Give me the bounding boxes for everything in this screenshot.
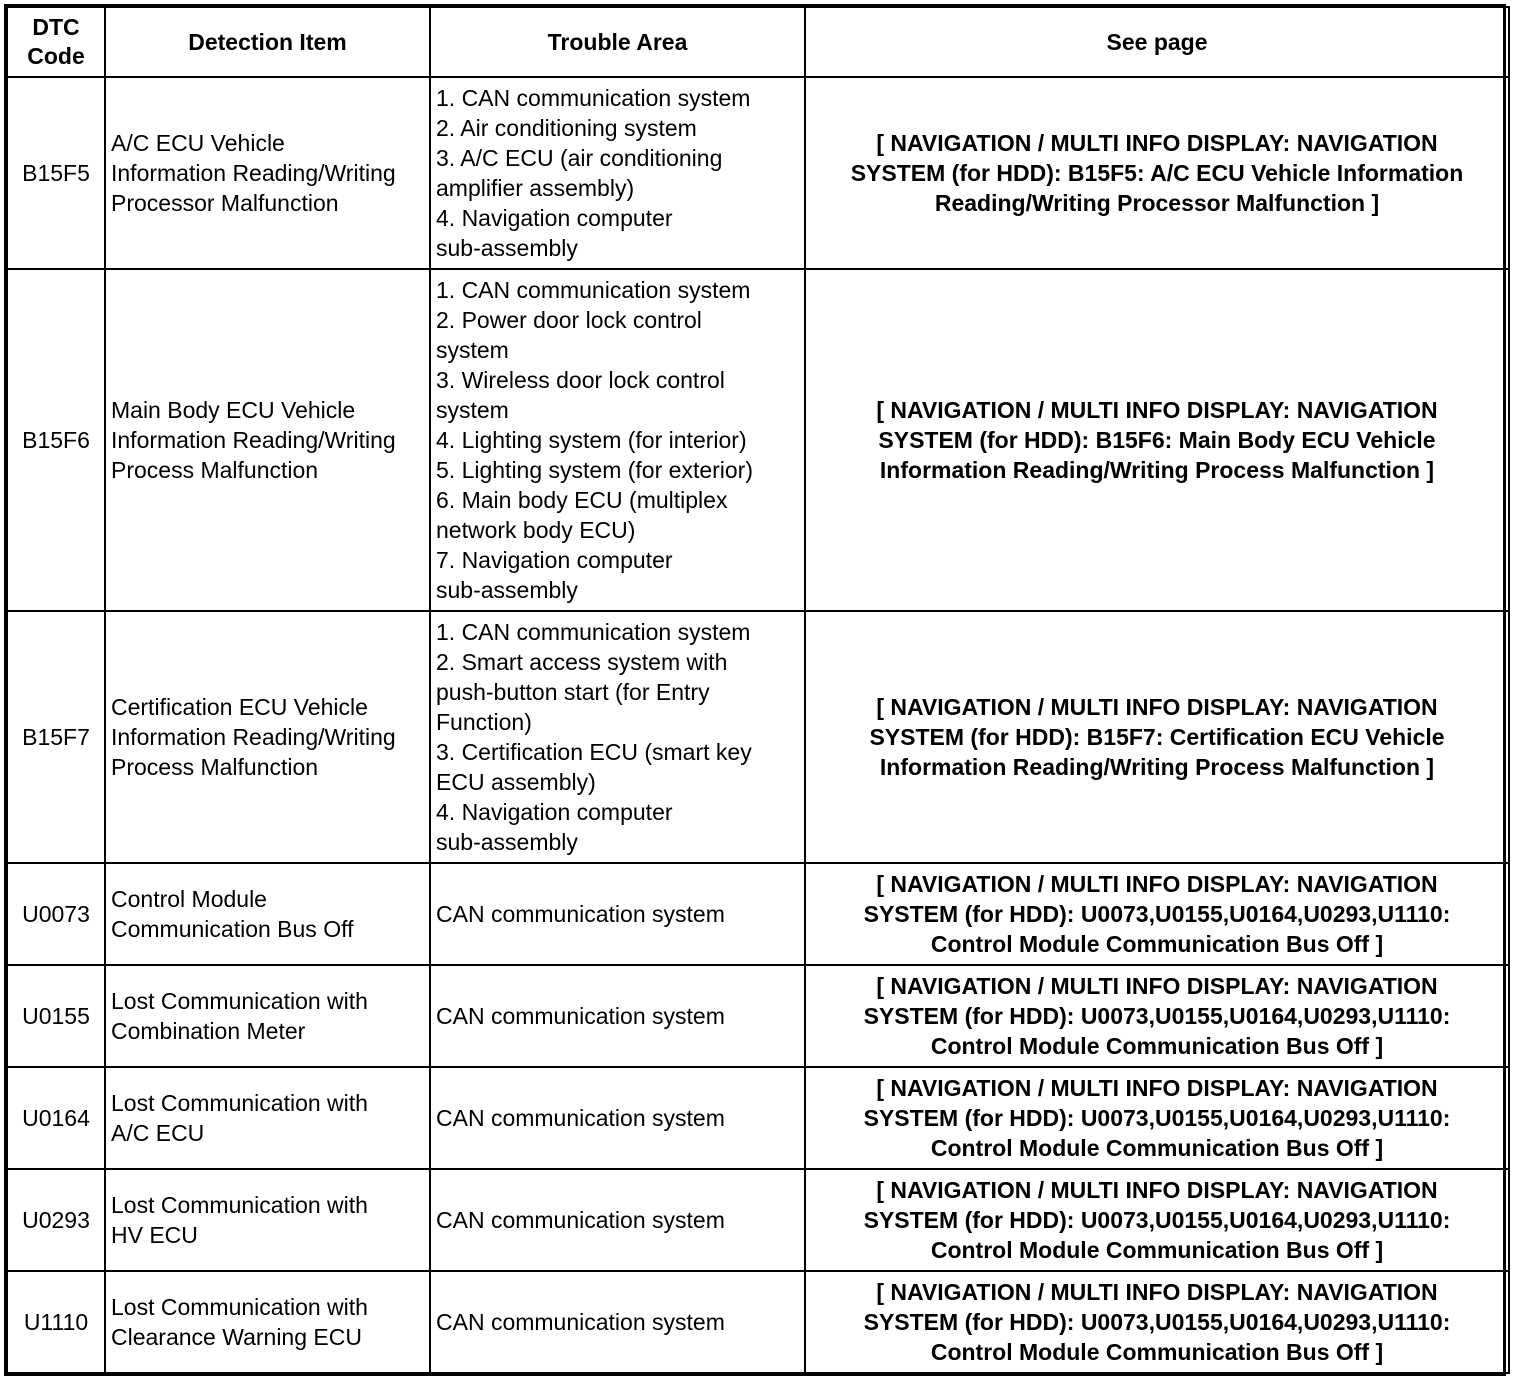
table-row bbox=[7, 269, 1509, 611]
dtc-code-cell: B15F5 bbox=[7, 77, 105, 269]
see-page-line: [ NAVIGATION / MULTI INFO DISPLAY: NAVIGATION bbox=[876, 1177, 1438, 1203]
see-page-line: Control Module Communication Bus Off ] bbox=[930, 1339, 1384, 1365]
trouble-area-line: CAN communication system bbox=[436, 1309, 725, 1335]
see-page-line: SYSTEM (for HDD): U0073,U0155,U0164,U0293,U1110: bbox=[863, 901, 1451, 927]
see-page-cell bbox=[805, 611, 1509, 863]
dtc-code-cell: U1110 bbox=[7, 1271, 105, 1373]
trouble-area-cell bbox=[430, 1169, 805, 1271]
trouble-area-line: sub-assembly bbox=[436, 235, 578, 261]
trouble-area-cell bbox=[430, 863, 805, 965]
trouble-area-line: 3. A/C ECU (air conditioning bbox=[436, 145, 723, 171]
detection-item-line: Lost Communication with bbox=[111, 1192, 368, 1218]
detection-item-line: A/C ECU bbox=[111, 1120, 205, 1146]
detection-item-line: Control Module bbox=[111, 886, 267, 912]
see-page-line: [ NAVIGATION / MULTI INFO DISPLAY: NAVIGATION bbox=[876, 694, 1438, 720]
trouble-area-line: amplifier assembly) bbox=[436, 175, 635, 201]
trouble-area-line: Function) bbox=[436, 709, 532, 735]
see-page-cell bbox=[805, 1067, 1509, 1169]
table-row bbox=[7, 1271, 1509, 1373]
detection-item-line: Information Reading/Writing bbox=[111, 160, 396, 186]
see-page-line: SYSTEM (for HDD): B15F6: Main Body ECU Vehicle bbox=[878, 427, 1436, 453]
table-row bbox=[7, 863, 1509, 965]
see-page-line: [ NAVIGATION / MULTI INFO DISPLAY: NAVIGATION bbox=[876, 397, 1438, 423]
see-page-cell bbox=[805, 77, 1509, 269]
table-row bbox=[7, 965, 1509, 1067]
trouble-area-line: 3. Wireless door lock control bbox=[436, 367, 725, 393]
see-page-line: [ NAVIGATION / MULTI INFO DISPLAY: NAVIGATION bbox=[876, 1075, 1438, 1101]
header-see-page: See page bbox=[805, 7, 1509, 77]
see-page-line: Information Reading/Writing Process Malfunction ] bbox=[879, 457, 1435, 483]
see-page-line: [ NAVIGATION / MULTI INFO DISPLAY: NAVIGATION bbox=[876, 130, 1438, 156]
see-page-line: [ NAVIGATION / MULTI INFO DISPLAY: NAVIGATION bbox=[876, 973, 1438, 999]
table-row bbox=[7, 611, 1509, 863]
trouble-area-line: 1. CAN communication system bbox=[436, 277, 751, 303]
trouble-area-line: 2. Power door lock control bbox=[436, 307, 702, 333]
trouble-area-line: system bbox=[436, 397, 509, 423]
trouble-area-cell bbox=[430, 1271, 805, 1373]
detection-item-line: Communication Bus Off bbox=[111, 916, 354, 942]
trouble-area-line: sub-assembly bbox=[436, 829, 578, 855]
detection-item-line: Information Reading/Writing bbox=[111, 427, 396, 453]
trouble-area-line: 2. Air conditioning system bbox=[436, 115, 697, 141]
detection-item-cell bbox=[105, 1067, 430, 1169]
see-page-line: Control Module Communication Bus Off ] bbox=[930, 1033, 1384, 1059]
trouble-area-line: CAN communication system bbox=[436, 1105, 725, 1131]
see-page-line: Control Module Communication Bus Off ] bbox=[930, 931, 1384, 957]
detection-item-line: Process Malfunction bbox=[111, 754, 319, 780]
see-page-line: [ NAVIGATION / MULTI INFO DISPLAY: NAVIGATION bbox=[876, 1279, 1438, 1305]
trouble-area-line: 4. Lighting system (for interior) bbox=[436, 427, 747, 453]
dtc-code-cell: U0155 bbox=[7, 965, 105, 1067]
trouble-area-cell bbox=[430, 1067, 805, 1169]
dtc-code-cell: U0293 bbox=[7, 1169, 105, 1271]
detection-item-line: Clearance Warning ECU bbox=[111, 1324, 362, 1350]
detection-item-line: HV ECU bbox=[111, 1222, 198, 1248]
trouble-area-line: push-button start (for Entry bbox=[436, 679, 710, 705]
header-detection-item: Detection Item bbox=[105, 7, 430, 77]
see-page-line: SYSTEM (for HDD): U0073,U0155,U0164,U0293,U1110: bbox=[863, 1207, 1451, 1233]
dtc-code-cell: U0073 bbox=[7, 863, 105, 965]
see-page-line: [ NAVIGATION / MULTI INFO DISPLAY: NAVIGATION bbox=[876, 871, 1438, 897]
table-row bbox=[7, 1169, 1509, 1271]
trouble-area-cell bbox=[430, 77, 805, 269]
trouble-area-line: 5. Lighting system (for exterior) bbox=[436, 457, 754, 483]
trouble-area-line: sub-assembly bbox=[436, 577, 578, 603]
dtc-code-cell: U0164 bbox=[7, 1067, 105, 1169]
detection-item-line: A/C ECU Vehicle bbox=[111, 130, 285, 156]
see-page-cell bbox=[805, 269, 1509, 611]
trouble-area-cell bbox=[430, 269, 805, 611]
dtc-table bbox=[6, 6, 1510, 1374]
see-page-cell bbox=[805, 965, 1509, 1067]
detection-item-line: Certification ECU Vehicle bbox=[111, 694, 368, 720]
dtc-code-cell: B15F6 bbox=[7, 269, 105, 611]
see-page-line: SYSTEM (for HDD): U0073,U0155,U0164,U0293,U1110: bbox=[863, 1003, 1451, 1029]
table-body bbox=[7, 77, 1509, 1373]
trouble-area-line: 7. Navigation computer bbox=[436, 547, 673, 573]
header-dtc-code bbox=[7, 7, 105, 77]
table-row bbox=[7, 1067, 1509, 1169]
see-page-cell bbox=[805, 863, 1509, 965]
see-page-line: Control Module Communication Bus Off ] bbox=[930, 1135, 1384, 1161]
trouble-area-line: network body ECU) bbox=[436, 517, 636, 543]
see-page-line: SYSTEM (for HDD): B15F5: A/C ECU Vehicle Information bbox=[850, 160, 1464, 186]
trouble-area-line: 3. Certification ECU (smart key bbox=[436, 739, 752, 765]
trouble-area-line: 1. CAN communication system bbox=[436, 619, 751, 645]
trouble-area-cell bbox=[430, 611, 805, 863]
trouble-area-line: 2. Smart access system with bbox=[436, 649, 728, 675]
header-dtc-code-line1: DTC bbox=[32, 14, 80, 40]
trouble-area-line: CAN communication system bbox=[436, 1207, 725, 1233]
see-page-line: SYSTEM (for HDD): U0073,U0155,U0164,U0293,U1110: bbox=[863, 1105, 1451, 1131]
table-row bbox=[7, 77, 1509, 269]
see-page-line: Control Module Communication Bus Off ] bbox=[930, 1237, 1384, 1263]
see-page-cell bbox=[805, 1169, 1509, 1271]
detection-item-cell bbox=[105, 1271, 430, 1373]
trouble-area-line: 6. Main body ECU (multiplex bbox=[436, 487, 728, 513]
trouble-area-line: 1. CAN communication system bbox=[436, 85, 751, 111]
detection-item-line: Processor Malfunction bbox=[111, 190, 339, 216]
detection-item-cell bbox=[105, 611, 430, 863]
trouble-area-line: 4. Navigation computer bbox=[436, 205, 673, 231]
trouble-area-cell bbox=[430, 965, 805, 1067]
trouble-area-line: CAN communication system bbox=[436, 901, 725, 927]
see-page-line: Reading/Writing Processor Malfunction ] bbox=[934, 190, 1380, 216]
see-page-line: Information Reading/Writing Process Malfunction ] bbox=[879, 754, 1435, 780]
detection-item-line: Lost Communication with bbox=[111, 1294, 368, 1320]
detection-item-line: Combination Meter bbox=[111, 1018, 306, 1044]
detection-item-cell bbox=[105, 965, 430, 1067]
detection-item-line: Lost Communication with bbox=[111, 988, 368, 1014]
detection-item-line: Lost Communication with bbox=[111, 1090, 368, 1116]
see-page-line: SYSTEM (for HDD): B15F7: Certification ECU Vehicle bbox=[869, 724, 1445, 750]
trouble-area-line: ECU assembly) bbox=[436, 769, 596, 795]
detection-item-cell bbox=[105, 1169, 430, 1271]
dtc-code-cell: B15F7 bbox=[7, 611, 105, 863]
detection-item-cell bbox=[105, 863, 430, 965]
see-page-cell bbox=[805, 1271, 1509, 1373]
table-header-row bbox=[7, 7, 1509, 77]
trouble-area-line: CAN communication system bbox=[436, 1003, 725, 1029]
detection-item-line: Process Malfunction bbox=[111, 457, 319, 483]
detection-item-line: Main Body ECU Vehicle bbox=[111, 397, 356, 423]
see-page-line: SYSTEM (for HDD): U0073,U0155,U0164,U0293,U1110: bbox=[863, 1309, 1451, 1335]
detection-item-line: Information Reading/Writing bbox=[111, 724, 396, 750]
trouble-area-line: system bbox=[436, 337, 509, 363]
trouble-area-line: 4. Navigation computer bbox=[436, 799, 673, 825]
detection-item-cell bbox=[105, 269, 430, 611]
detection-item-cell bbox=[105, 77, 430, 269]
header-trouble-area: Trouble Area bbox=[430, 7, 805, 77]
header-dtc-code-line2: Code bbox=[27, 43, 85, 69]
